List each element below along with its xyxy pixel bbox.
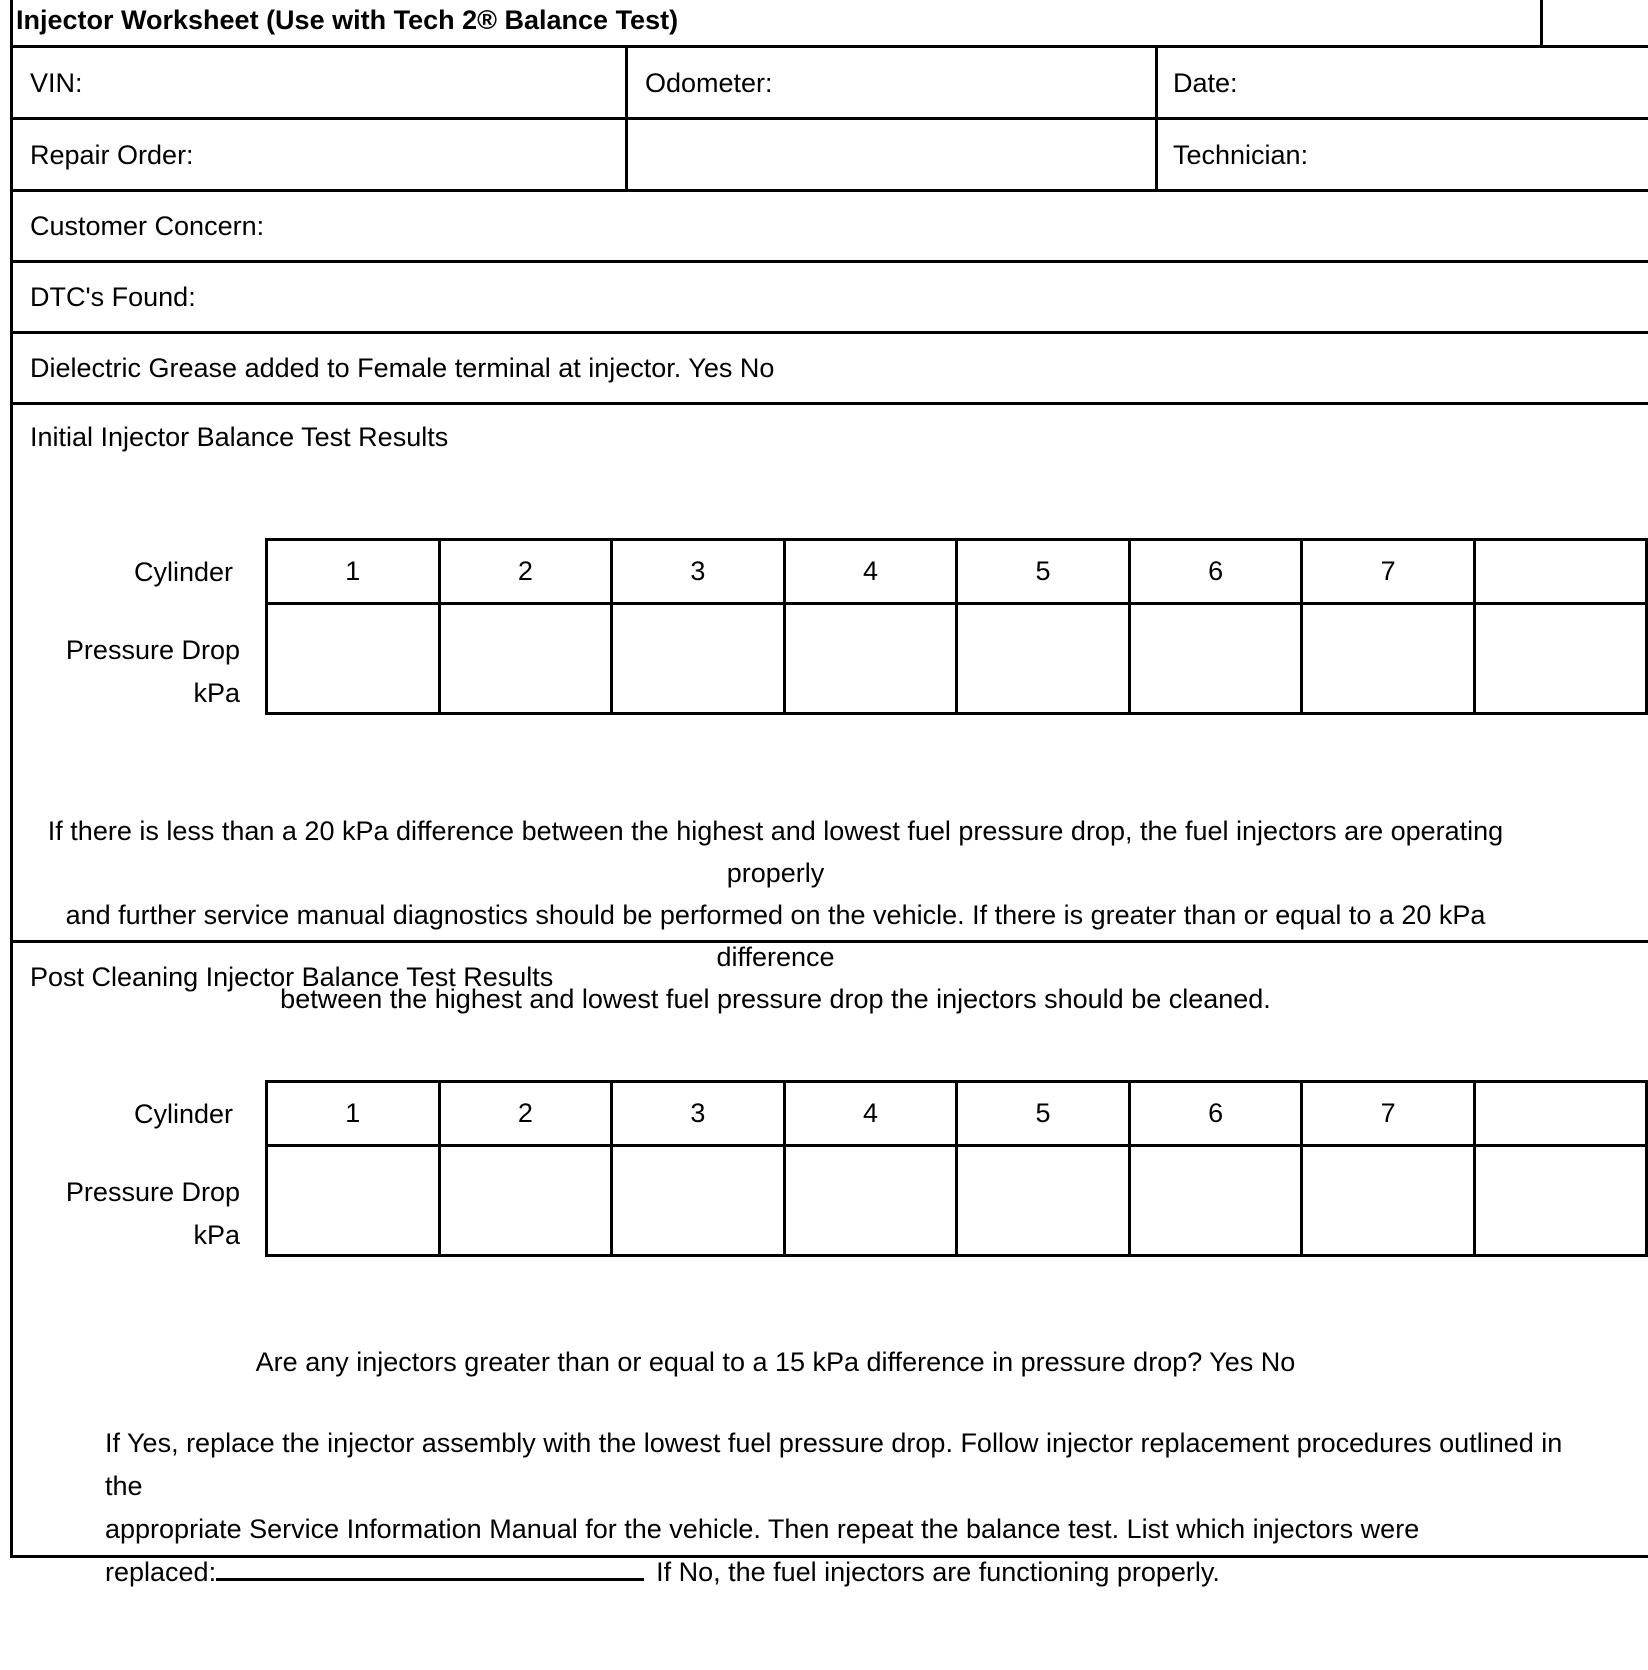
pressure-drop-cell [1129, 1146, 1302, 1256]
kpa-label: kPa [193, 678, 240, 708]
repair-order-field-label: Repair Order: [30, 140, 194, 170]
left-border [10, 0, 13, 1558]
post-pressure-row-label [10, 1171, 240, 1257]
note-line: If there is less than a 20 kPa difference between the highest and lowest fuel pressure drop, the fuel injectors are operating properly [47, 816, 1504, 888]
cylinder-number-cell: 2 [439, 540, 612, 604]
cylinder-number-cell: 4 [784, 1082, 957, 1146]
if-no-text: If No, the fuel injectors are functioning properly. [656, 1557, 1220, 1587]
post-test-question: Are any injectors greater than or equal to a 15 kPa difference in pressure drop? Yes No [255, 1347, 1296, 1377]
divider [10, 331, 1648, 334]
dtcs-found-field-label: DTC's Found: [30, 282, 196, 312]
note-line: If Yes, replace the injector assembly with the lowest fuel pressure drop. Follow injector replacement procedures outlined in the [105, 1428, 1563, 1501]
cylinder-number-cell: 5 [957, 1082, 1130, 1146]
title-right-border [1540, 0, 1543, 48]
date-field-label: Date: [1173, 68, 1238, 98]
pressure-drop-cell [267, 1146, 440, 1256]
divider [10, 260, 1648, 263]
cylinder-number-cell: 1 [267, 1082, 440, 1146]
note-line: appropriate Service Information Manual for the vehicle. Then repeat the balance test. List which injectors were [105, 1514, 1420, 1544]
cylinder-number-cell: 3 [612, 1082, 785, 1146]
post-test-heading: Post Cleaning Injector Balance Test Results [30, 962, 554, 992]
initial-balance-table [265, 538, 1648, 715]
pressure-drop-cell-partial [1474, 1146, 1646, 1256]
initial-pressure-row-label [10, 629, 240, 715]
cylinder-number-cell: 6 [1129, 1082, 1302, 1146]
column-divider [1155, 45, 1158, 192]
divider [10, 189, 1648, 192]
pressure-drop-cell [612, 604, 785, 714]
divider [10, 117, 1648, 120]
cylinder-number-cell: 1 [267, 540, 440, 604]
note-line: between the highest and lowest fuel pressure drop the injectors should be cleaned. [280, 984, 1271, 1014]
divider [10, 402, 1648, 405]
replaced-blank-line [216, 1551, 644, 1581]
initial-cylinder-row-label: Cylinder [133, 557, 233, 587]
initial-test-heading: Initial Injector Balance Test Results [30, 422, 449, 452]
pressure-drop-label: Pressure Drop [65, 635, 240, 665]
replaced-label: replaced: [105, 1557, 217, 1587]
pressure-drop-cell [957, 604, 1130, 714]
divider [10, 45, 1648, 48]
pressure-drop-cell [267, 604, 440, 714]
odometer-field-label: Odometer: [645, 68, 773, 98]
dielectric-grease-line: Dielectric Grease added to Female terminal at injector. Yes No [30, 353, 775, 383]
pressure-drop-cell [784, 604, 957, 714]
note-line: and further service manual diagnostics should be performed on the vehicle. If there is greater than or equal to a 20 kPa difference [65, 900, 1486, 972]
pressure-drop-cell [612, 1146, 785, 1256]
pressure-drop-cell [439, 1146, 612, 1256]
pressure-drop-label: Pressure Drop [65, 1177, 240, 1207]
cylinder-header-row [267, 1082, 1647, 1146]
cylinder-number-cell: 7 [1302, 1082, 1475, 1146]
post-balance-table [265, 1080, 1648, 1257]
pressure-drop-cell [957, 1146, 1130, 1256]
cylinder-number-cell-partial [1474, 1082, 1646, 1146]
vin-field-label: VIN: [30, 68, 83, 98]
post-cylinder-row-label: Cylinder [133, 1099, 233, 1129]
pressure-drop-cell [1129, 604, 1302, 714]
pressure-drop-row [267, 1146, 1647, 1256]
pressure-drop-cell [1302, 1146, 1475, 1256]
technician-field-label: Technician: [1173, 140, 1309, 170]
pressure-drop-cell [439, 604, 612, 714]
pressure-drop-cell [1302, 604, 1475, 714]
cylinder-number-cell: 6 [1129, 540, 1302, 604]
cylinder-number-cell: 2 [439, 1082, 612, 1146]
kpa-label: kPa [193, 1220, 240, 1250]
pressure-drop-cell [784, 1146, 957, 1256]
note-line [105, 1551, 1585, 1594]
cylinder-number-cell: 4 [784, 540, 957, 604]
pressure-drop-cell-partial [1474, 604, 1646, 714]
page-title: Injector Worksheet (Use with Tech 2® Balance Test) [16, 5, 679, 35]
cylinder-header-row [267, 540, 1647, 604]
cylinder-number-cell: 7 [1302, 540, 1475, 604]
customer-concern-field-label: Customer Concern: [30, 211, 265, 241]
cylinder-number-cell-partial [1474, 540, 1646, 604]
pressure-drop-row [267, 604, 1647, 714]
post-test-note [105, 1422, 1585, 1594]
cylinder-number-cell: 3 [612, 540, 785, 604]
column-divider [625, 45, 628, 192]
cylinder-number-cell: 5 [957, 540, 1130, 604]
